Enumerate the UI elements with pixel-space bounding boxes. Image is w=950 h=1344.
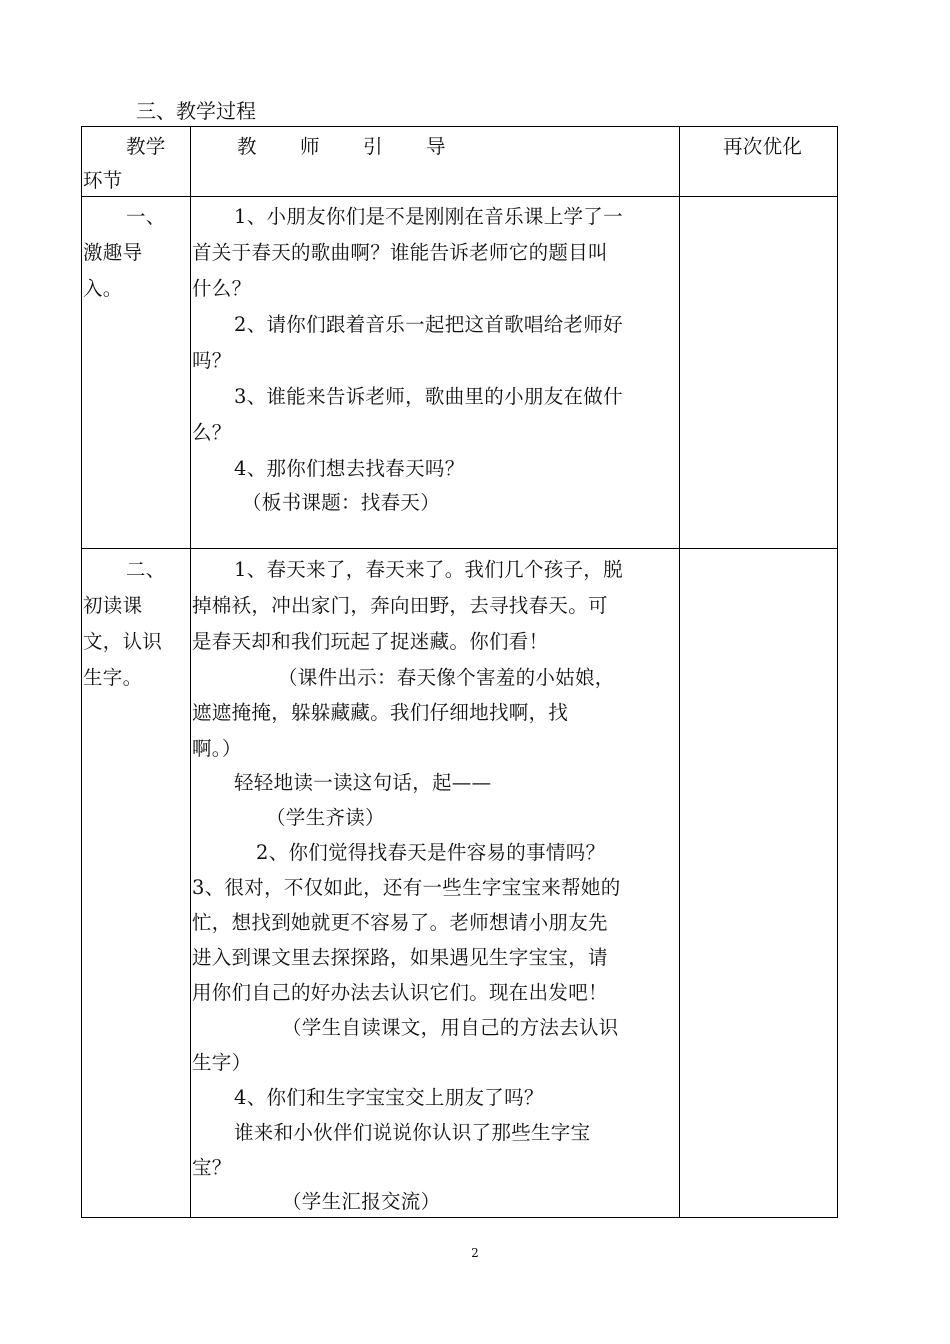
table-border-header-bottom (81, 196, 838, 197)
guide-line: 谁来和小伙伴们说说你认识了那些生字宝 (234, 1121, 591, 1144)
table-border-row-divider (81, 548, 838, 549)
table-border-top (81, 126, 838, 127)
page-number: 2 (471, 1246, 479, 1260)
table-border-left (81, 126, 82, 1218)
guide-line: 2、请你们跟着音乐一起把这首歌唱给老师好 (234, 313, 623, 336)
guide-line: 忙，想找到她就更不容易了。老师想请小朋友先 (192, 911, 608, 934)
header-guide: 教 师 引 导 (237, 135, 448, 158)
stage-line: 二、 (126, 558, 166, 581)
guide-line: （学生自读课文，用自己的方法去认识 (282, 1016, 619, 1039)
guide-line: 1、春天来了，春天来了。我们几个孩子，脱 (234, 558, 623, 581)
guide-line: 3、谁能来告诉老师，歌曲里的小朋友在做什 (234, 385, 623, 408)
guide-line: 用你们自己的好办法去认识它们。现在出发吧！ (192, 981, 608, 1004)
stage-line: 初读课 (83, 594, 143, 617)
guide-line: 1、小朋友你们是不是刚刚在音乐课上学了一 (234, 205, 623, 228)
table-border-col1 (190, 126, 191, 1218)
header-stage-line2: 环节 (83, 169, 123, 192)
guide-line: 么？ (192, 421, 232, 444)
stage-line: 激趣导 (83, 241, 143, 264)
guide-line: （学生齐读） (266, 806, 385, 829)
header-stage-line1: 教学 (126, 135, 166, 158)
guide-line: 吗？ (192, 349, 232, 372)
guide-line: 2、你们觉得找春天是件容易的事情吗？ (256, 841, 606, 864)
guide-line: 掉棉袄，冲出家门，奔向田野，去寻找春天。可 (192, 594, 608, 617)
guide-line: 是春天却和我们玩起了捉迷藏。你们看！ (192, 630, 549, 653)
guide-line: 首关于春天的歌曲啊？谁能告诉老师它的题目叫 (192, 241, 608, 264)
guide-line: （课件出示：春天像个害羞的小姑娘， (278, 666, 615, 689)
guide-line: 遮遮掩掩，躲躲藏藏。我们仔细地找啊，找 (192, 701, 569, 724)
guide-line: （板书课题：找春天） (242, 491, 441, 514)
guide-line: 啊。） (192, 737, 242, 760)
table-border-right (837, 126, 838, 1218)
guide-line: 4、你们和生字宝宝交上朋友了吗？ (234, 1086, 544, 1109)
guide-line: 进入到课文里去探探路，如果遇见生字宝宝，请 (192, 946, 608, 969)
stage-line: 生字。 (83, 666, 143, 689)
guide-line: （学生汇报交流） (282, 1190, 441, 1213)
header-optimize: 再次优化 (723, 135, 803, 158)
table-border-col2 (679, 126, 680, 1218)
guide-line: 宝？ (192, 1156, 232, 1179)
stage-line: 一、 (126, 205, 166, 228)
stage-line: 入。 (83, 277, 123, 300)
table-border-bottom (81, 1217, 838, 1218)
guide-line: 轻轻地读一读这句话，起—— (234, 771, 492, 794)
guide-line: 生字） (192, 1051, 252, 1074)
guide-line: 什么？ (192, 277, 252, 300)
stage-line: 文，认识 (83, 630, 163, 653)
guide-line: 3、很对，不仅如此，还有一些生字宝宝来帮她的 (192, 876, 621, 899)
guide-line: 4、那你们想去找春天吗？ (234, 457, 465, 480)
section-heading: 三、教学过程 (136, 99, 256, 123)
